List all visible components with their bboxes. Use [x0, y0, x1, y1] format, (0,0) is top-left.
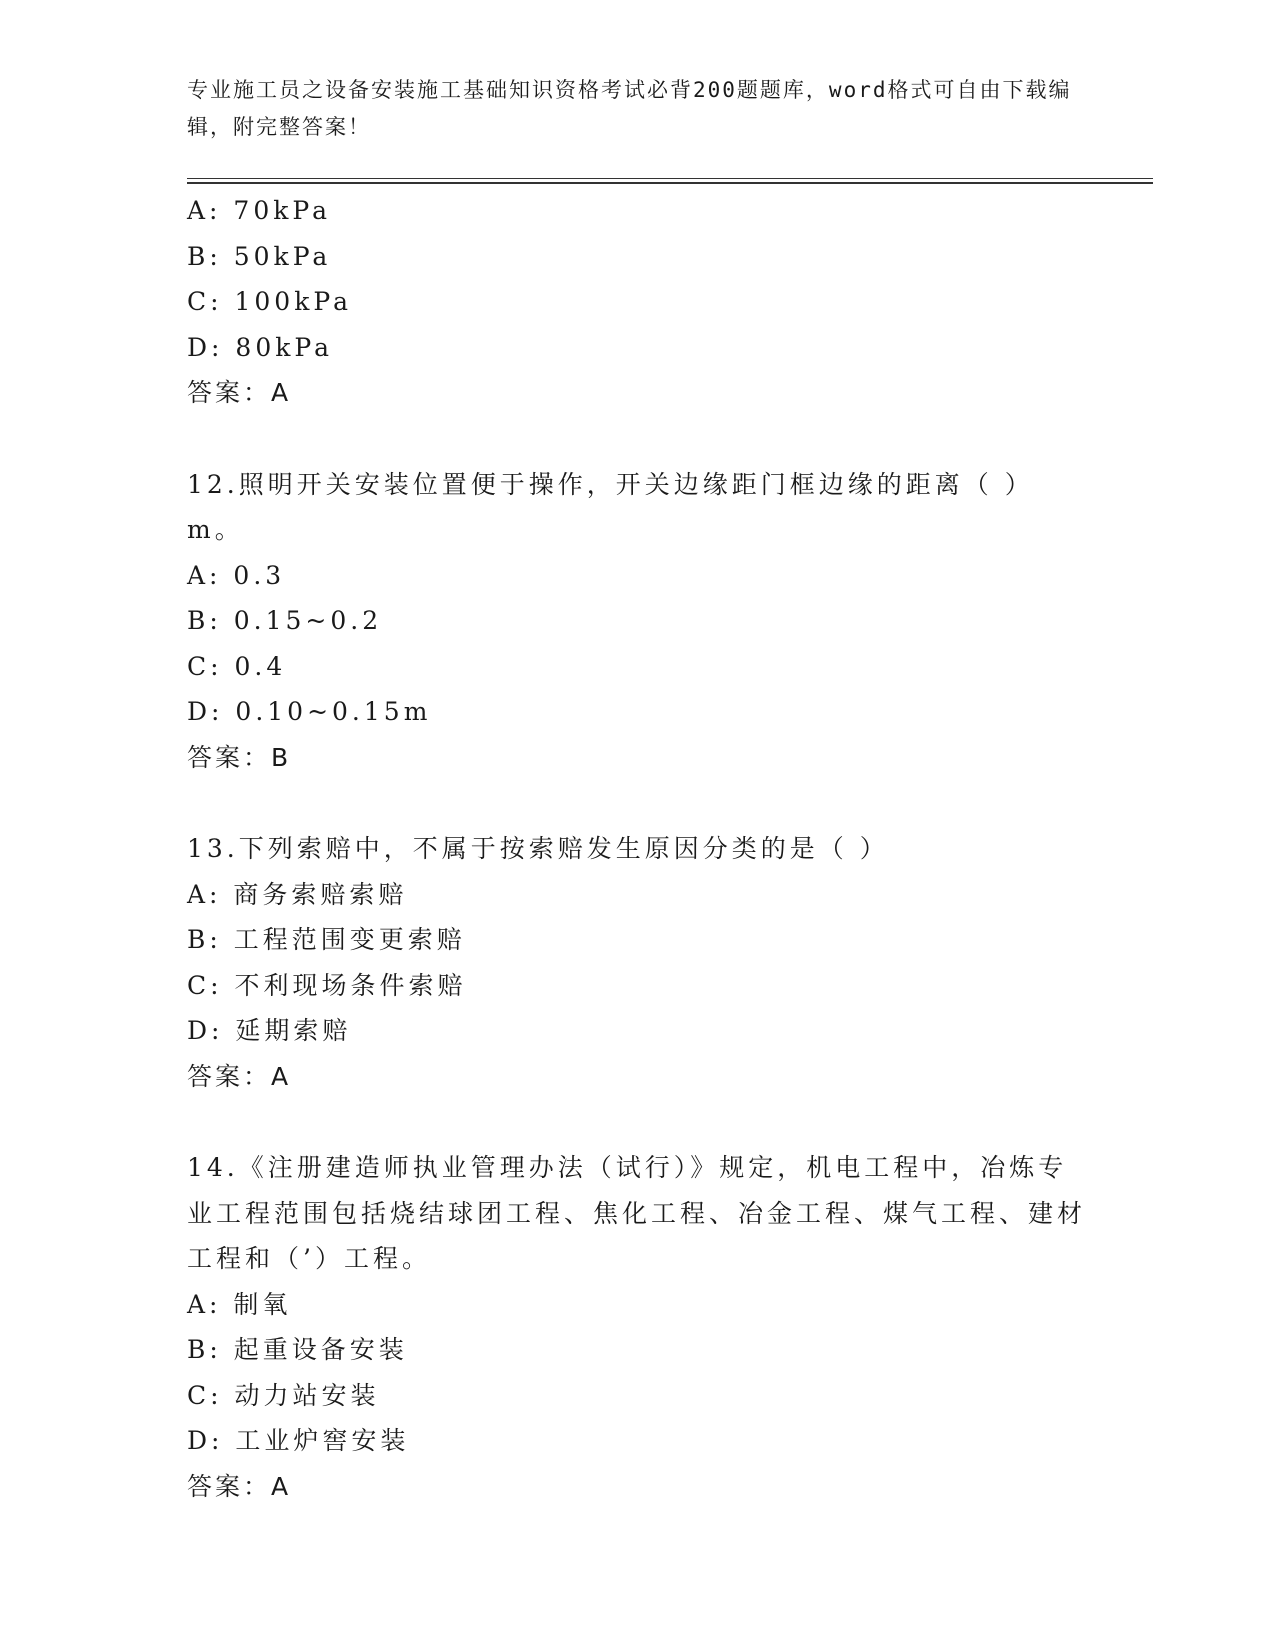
- option-d: D: 工业炉窖安装: [187, 1426, 410, 1455]
- document-header: [187, 72, 1087, 146]
- option-c: C: 0.4: [187, 651, 287, 681]
- option-c: C: 动力站安装: [187, 1380, 380, 1410]
- question-text: 12.照明开关安装位置便于操作，开关边缘距门框边缘的距离（ ）m。: [187, 469, 1034, 544]
- option-c: C: 100kPa: [187, 287, 352, 316]
- question-text: 13.下列索赔中，不属于按索赔发生原因分类的是（ ）: [187, 834, 889, 863]
- option-b: B: 起重设备安装: [187, 1335, 408, 1364]
- option-a: A: 0.3: [187, 560, 286, 590]
- header-divider-thick: [187, 182, 1153, 184]
- option-d: D: 80kPa: [187, 332, 333, 362]
- header-title: 专业施工员之设备安装施工基础知识资格考试必背200题题库，word格式可自由下载编辑，附完整答案！: [187, 78, 1072, 139]
- option-b: B: 50kPa: [187, 241, 332, 271]
- option-a: A: 70kPa: [187, 196, 331, 225]
- question-block-13: [187, 826, 1087, 1099]
- option-d: D: 0.10~0.15m: [187, 697, 432, 726]
- question-block-11: [187, 188, 1087, 416]
- answer-line: 答案：A: [187, 1061, 292, 1091]
- question-text: 14.《注册建造师执业管理办法（试行）》规定，机电工程中，冶炼专业工程范围包括烧结球团工程、焦化工程、冶金工程、煤气工程、建材工程和（’）工程。: [187, 1153, 1087, 1273]
- question-block-12: [187, 462, 1087, 781]
- option-b: B: 0.15~0.2: [187, 606, 383, 635]
- question-block-14: [187, 1145, 1087, 1509]
- option-a: A: 商务索赔索赔: [187, 879, 408, 909]
- answer-line: 答案：B: [187, 742, 292, 772]
- option-c: C: 不利现场条件索赔: [187, 970, 467, 1000]
- answer-line: 答案：A: [187, 378, 292, 407]
- option-d: D: 延期索赔: [187, 1016, 352, 1045]
- answer-line: 答案：A: [187, 1471, 292, 1501]
- question-list: [187, 188, 1087, 1509]
- header-divider-thin: [187, 178, 1153, 179]
- option-b: B: 工程范围变更索赔: [187, 925, 466, 954]
- option-a: A: 制氧: [187, 1289, 292, 1319]
